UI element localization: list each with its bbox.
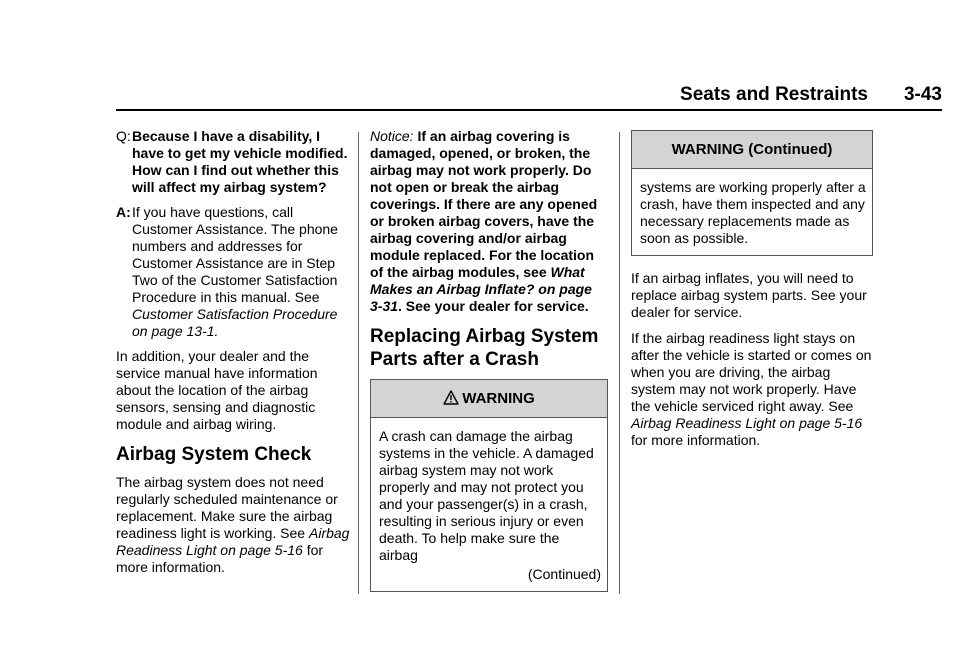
column-divider-1 — [358, 132, 359, 594]
column-3 — [631, 128, 873, 458]
answer-block — [116, 204, 352, 340]
question-label: Q: — [116, 128, 131, 144]
column-2 — [370, 128, 608, 606]
readiness-light-link[interactable]: Airbag Readiness Light on page 5-16 — [116, 525, 350, 558]
heading-replacing-parts: Replacing Airbag System Parts after a Crash — [370, 326, 599, 370]
inflate-paragraph: If an airbag inflates, you will need to replace airbag system parts. See your dealer for service. — [631, 270, 867, 320]
warning-text: A crash can damage the airbag systems in the vehicle. A damaged airbag system may not work properly and may not protect you and your passenger(s) in a crash, resulting in serious injury or even death. To help make sure the airbag — [379, 428, 594, 563]
answer-body — [132, 204, 352, 340]
column-divider-2 — [619, 132, 620, 594]
dealer-paragraph: In addition, your dealer and the service manual have information about the location of the airbag sensors, sensing and diagnostic module and airbag wiring. — [116, 348, 318, 432]
notice-paragraph — [370, 128, 608, 315]
readiness-text-end: for more information. — [631, 432, 761, 448]
page-number: 3-43 — [903, 84, 942, 105]
airbag-inflate-link[interactable]: What Makes an Airbag Inflate? on page 3-31 — [370, 264, 592, 314]
notice-end: . See your dealer for service. — [398, 298, 589, 314]
warning-continued-body: systems are working properly after a crash, have them inspected and any necessary replacements made as soon as possible. — [640, 179, 866, 246]
check-paragraph — [116, 474, 352, 576]
warning-header — [371, 380, 607, 418]
notice-text: If an airbag covering is damaged, opened, or broken, the airbag may not work properly. Do not open or break the airbag coverings. If there are any opened or broken airbag covers, have the airbag covering and/or airbag module replaced. For the location of the airbag modules, see — [370, 128, 598, 280]
answer-label: A: — [116, 204, 131, 220]
check-text-end: for more information. — [116, 542, 324, 575]
section-title: Seats and Restraints — [680, 84, 868, 105]
header-rule — [116, 109, 942, 111]
warning-triangle-icon — [443, 390, 459, 405]
question-text: Because I have a disability, I have to get my vehicle modified. How can I find out whether this will affect my airbag system? — [132, 128, 348, 195]
readiness-light-link-2[interactable]: Airbag Readiness Light on page 5-16 — [631, 415, 863, 431]
question-block — [116, 128, 352, 196]
warning-continued-header: WARNING (Continued) — [632, 131, 872, 169]
heading-airbag-system-check: Airbag System Check — [116, 444, 312, 465]
check-text: The airbag system does not need regularly scheduled maintenance or replacement. Make sure the airbag readiness light is working. See — [116, 474, 338, 541]
readiness-paragraph — [631, 330, 873, 449]
readiness-text: If the airbag readiness light stays on after the vehicle is started or comes on when you are driving, the airbag system may not work properly. Have the vehicle serviced right away. See — [631, 330, 872, 414]
notice-label: Notice: — [370, 128, 414, 144]
warning-body — [371, 418, 607, 591]
warning-box — [370, 379, 608, 592]
warning-continued-box — [631, 130, 873, 256]
continued-label: (Continued) — [527, 566, 601, 582]
warning-title: WARNING — [462, 390, 535, 407]
answer-link[interactable]: Customer Satisfaction Procedure on page 13-1. — [132, 306, 338, 339]
column-1 — [116, 128, 352, 585]
answer-text: If you have questions, call Customer Assistance. The phone numbers and addresses for Customer Assistance are in Step Two of the Customer Satisfaction Procedure in this manual. See — [132, 204, 338, 305]
